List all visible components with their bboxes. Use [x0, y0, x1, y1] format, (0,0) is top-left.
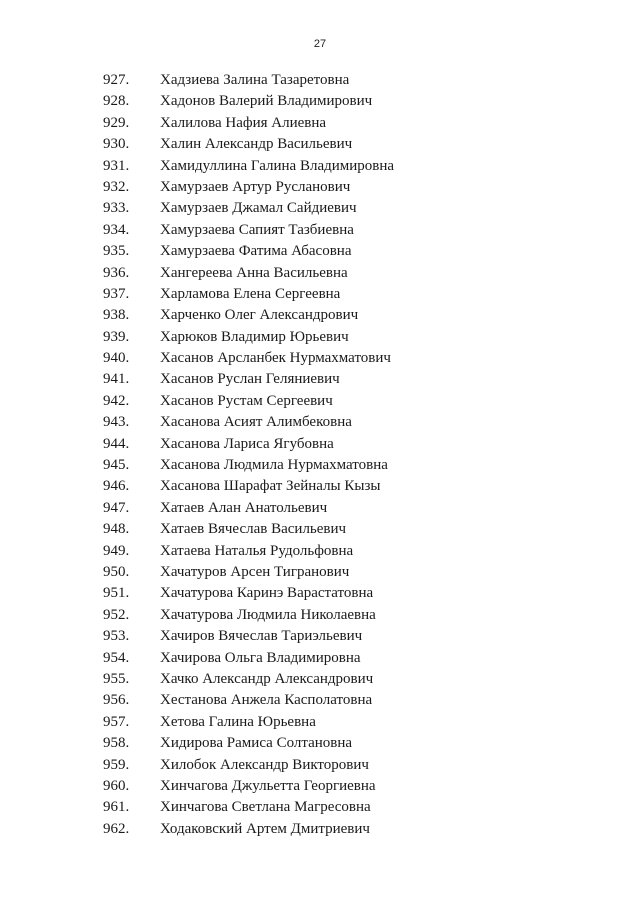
list-item: [0, 177, 640, 198]
list-item: [0, 305, 640, 326]
entry-number: 944.: [103, 435, 130, 452]
name-list: [0, 70, 640, 840]
entry-number: 927.: [103, 72, 130, 88]
entry-number: 930.: [103, 136, 130, 153]
list-item: [0, 348, 640, 369]
entry-number: 933.: [103, 200, 130, 217]
list-item: [0, 648, 640, 669]
entry-number: 940.: [103, 350, 130, 367]
entry-number: 941.: [103, 371, 130, 388]
entry-name: Хасанова Асият Алимбековна: [160, 414, 352, 431]
entry-name: Хачатуров Арсен Тигранович: [160, 563, 350, 580]
entry-number: 956.: [103, 692, 130, 709]
entry-number: 939.: [103, 328, 130, 345]
list-item: [0, 669, 640, 690]
entry-name: Хачко Александр Александрович: [160, 670, 374, 687]
list-item: [0, 391, 640, 412]
entry-number: 943.: [103, 414, 130, 431]
entry-name: Хадонов Валерий Владимирович: [160, 93, 373, 110]
entry-name: Хасанова Лариса Ягубовна: [160, 435, 334, 452]
entry-name: Хамурзаев Джамал Сайдиевич: [160, 200, 357, 217]
entry-number: 957.: [103, 713, 130, 730]
list-item: [0, 455, 640, 476]
entry-number: 937.: [103, 285, 130, 302]
list-item: [0, 755, 640, 776]
entry-name: Хасанов Арсланбек Нурмахматович: [160, 350, 391, 367]
entry-name: Хатаев Вячеслав Васильевич: [160, 521, 347, 538]
list-item: [0, 583, 640, 604]
entry-number: 946.: [103, 478, 130, 495]
entry-name: Хамурзаева Сапият Тазбиевна: [160, 221, 354, 238]
entry-name: Хасанова Людмила Нурмахматовна: [160, 457, 388, 474]
list-item: [0, 156, 640, 177]
entry-number: 928.: [103, 93, 130, 110]
entry-name: Халилова Нафия Алиевна: [160, 114, 327, 131]
entry-name: Ходаковский Артем Дмитриевич: [160, 820, 370, 837]
entry-name: Хетова Галина Юрьевна: [160, 713, 316, 730]
list-item: [0, 712, 640, 733]
entry-number: 938.: [103, 307, 130, 324]
entry-number: 945.: [103, 457, 130, 474]
list-item: [0, 797, 640, 818]
entry-name: Халин Александр Васильевич: [160, 136, 353, 153]
entry-name: Хинчагова Джульетта Георгиевна: [160, 777, 376, 794]
entry-name: Хангереева Анна Васильевна: [160, 264, 348, 281]
entry-number: 950.: [103, 563, 130, 580]
entry-name: Хамурзаева Фатима Абасовна: [160, 243, 352, 260]
entry-number: 932.: [103, 178, 130, 195]
entry-number: 960.: [103, 777, 130, 794]
list-item: [0, 605, 640, 626]
list-item: [0, 412, 640, 433]
list-item: [0, 220, 640, 241]
entry-number: 951.: [103, 585, 130, 602]
list-item: [0, 284, 640, 305]
list-item: [0, 241, 640, 262]
entry-name: Хасанова Шарафат Зейналы Кызы: [160, 478, 381, 495]
entry-name: Хасанов Рустам Сергеевич: [160, 392, 333, 409]
entry-number: 954.: [103, 649, 130, 666]
entry-name: Хилобок Александр Викторович: [160, 756, 369, 773]
list-item: [0, 134, 640, 155]
list-item: [0, 113, 640, 134]
entry-name: Хинчагова Светлана Магресовна: [160, 799, 371, 816]
entry-name: Хамидуллина Галина Владимировна: [160, 157, 395, 174]
list-item: [0, 263, 640, 284]
list-item: [0, 626, 640, 647]
entry-name: Харченко Олег Александрович: [160, 307, 359, 324]
list-item: [0, 198, 640, 219]
entry-name: Хадзиева Залина Тазаретовна: [160, 72, 350, 88]
entry-number: 955.: [103, 670, 130, 687]
entry-name: Хачирова Ольга Владимировна: [160, 649, 361, 666]
entry-name: Хачатурова Каринэ Варастатовна: [160, 585, 374, 602]
list-item: [0, 541, 640, 562]
list-item: [0, 369, 640, 390]
entry-name: Харюков Владимир Юрьевич: [160, 328, 349, 345]
list-item: [0, 327, 640, 348]
entry-name: Хасанов Руслан Геляниевич: [160, 371, 340, 388]
entry-number: 934.: [103, 221, 130, 238]
page-number: 27: [313, 38, 327, 50]
entry-number: 953.: [103, 628, 130, 645]
entry-number: 959.: [103, 756, 130, 773]
entry-number: 942.: [103, 392, 130, 409]
list-item: [0, 476, 640, 497]
entry-number: 952.: [103, 606, 130, 623]
entry-name: Хидирова Рамиса Солтановна: [160, 735, 353, 752]
list-item: [0, 819, 640, 840]
entry-number: 961.: [103, 799, 130, 816]
entry-number: 935.: [103, 243, 130, 260]
list-item: [0, 690, 640, 711]
list-item: [0, 91, 640, 112]
entry-name: Харламова Елена Сергеевна: [160, 285, 341, 302]
list-item: [0, 498, 640, 519]
entry-name: Хачиров Вячеслав Тариэльевич: [160, 628, 363, 645]
entry-number: 929.: [103, 114, 130, 131]
list-item: [0, 434, 640, 455]
entry-name: Хатаев Алан Анатольевич: [160, 499, 328, 516]
entry-number: 949.: [103, 542, 130, 559]
list-item: [0, 776, 640, 797]
entry-number: 958.: [103, 735, 130, 752]
entry-name: Хачатурова Людмила Николаевна: [160, 606, 376, 623]
entry-number: 962.: [103, 820, 130, 837]
entry-number: 936.: [103, 264, 130, 281]
list-item: [0, 562, 640, 583]
list-item: [0, 519, 640, 540]
entry-name: Хестанова Анжела Касполатовна: [160, 692, 373, 709]
entry-number: 931.: [103, 157, 130, 174]
entry-name: Хамурзаев Артур Русланович: [160, 178, 351, 195]
list-item: [0, 70, 640, 91]
entry-number: 948.: [103, 521, 130, 538]
list-item: [0, 733, 640, 754]
entry-name: Хатаева Наталья Рудольфовна: [160, 542, 354, 559]
entry-number: 947.: [103, 499, 130, 516]
